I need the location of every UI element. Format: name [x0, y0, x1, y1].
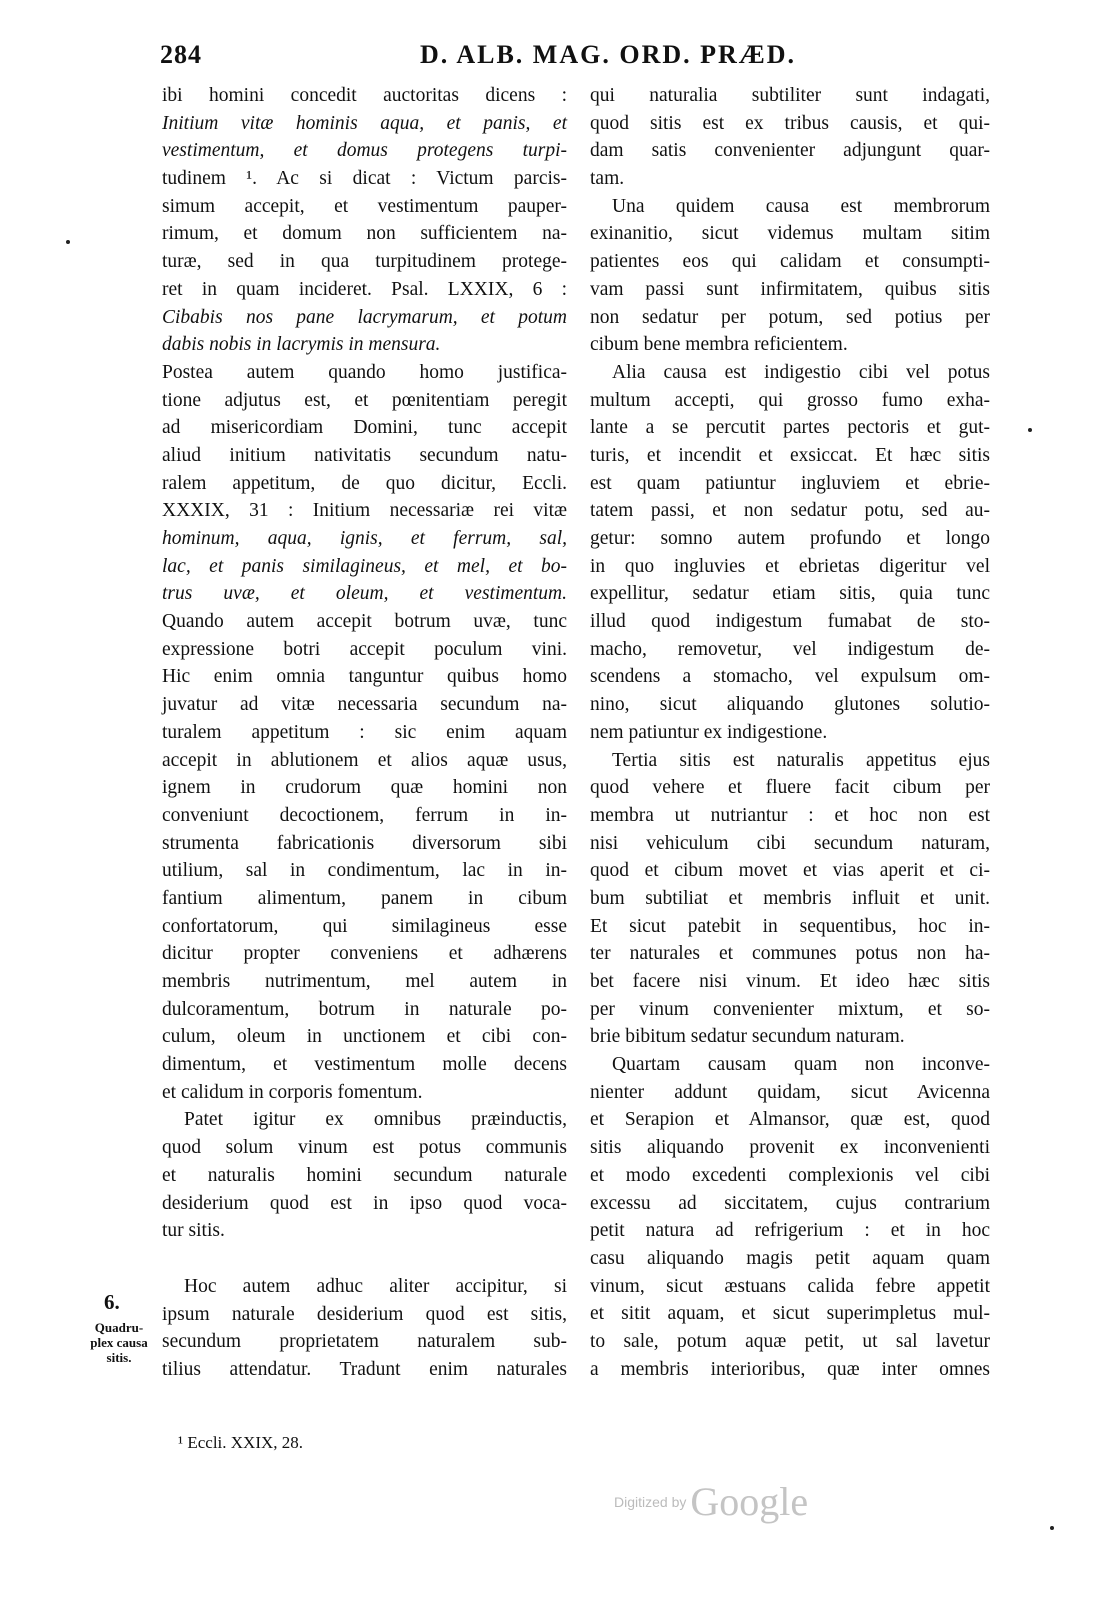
text-line: Quartam causam quam non inconve-	[612, 1054, 990, 1076]
text-line: non sedatur per potum, sed potius per	[590, 306, 990, 328]
text-line: dam satis convenienter adjungunt quar-	[590, 140, 990, 162]
text-line: in quo ingluvies et ebrietas digeritur vel	[590, 555, 990, 577]
watermark-prefix: Digitized by	[614, 1494, 687, 1510]
text-line: expellitur, sedatur etiam sitis, quia tunc	[590, 583, 990, 605]
text-line: vinum, sicut æstuans calida febre appetit	[590, 1275, 990, 1297]
text-line: conveniunt decoctionem, ferrum in in-	[162, 804, 567, 826]
text-line: illud quod indigestum fumabat de sto-	[590, 611, 990, 633]
scan-speck	[1050, 1526, 1054, 1530]
text-line: ignem in crudorum quæ homini non	[162, 777, 567, 799]
text-line: membris nutrimentum, mel autem in	[162, 971, 567, 992]
text-line: turalem appetitum : sic enim aquam	[162, 721, 567, 743]
text-line: et modo excedenti complexionis vel cibi	[590, 1164, 990, 1186]
text-line: utilium, sal in condimentum, lac in in-	[162, 860, 567, 882]
text-line: desiderium quod est in ipso quod voca-	[162, 1192, 567, 1214]
text-line: sitis aliquando provenit ex inconvenienti	[590, 1137, 990, 1159]
text-line: vestimentum, et domus protegens turpi-	[162, 140, 567, 162]
text-line: scendens a stomacho, vel expulsum om-	[590, 666, 990, 688]
text-line: hominum, aqua, ignis, et ferrum, sal,	[162, 528, 567, 549]
text-line: fantium alimentum, panem in cibum	[162, 887, 567, 909]
text-line	[162, 1245, 567, 1273]
text-line: et sitit aquam, et sicut superimpletus mul-	[590, 1303, 990, 1325]
scan-speck	[66, 240, 70, 244]
text-line: ret in quam incideret. Psal. LXXIX, 6 :	[162, 278, 567, 300]
text-line: nem patiuntur ex indigestione.	[590, 721, 828, 743]
text-line: Initium vitæ hominis aqua, et panis, et	[162, 112, 567, 134]
text-line: multum accepti, qui grosso fumo exha-	[590, 389, 990, 411]
text-line: ralem appetitum, de quo dicitur, Eccli.	[162, 472, 567, 494]
text-line: Et sicut patebit in sequentibus, hoc in-	[590, 915, 990, 937]
text-line: aliud initium nativitatis secundum natu-	[162, 444, 567, 466]
text-line: qui naturalia subtiliter sunt indagati,	[590, 85, 990, 106]
text-line: tilius attendatur. Tradunt enim naturales	[162, 1358, 567, 1380]
text-line: tione adjutus est, et pœnitentiam peregit	[162, 389, 567, 411]
text-line: macho, removetur, vel indigestum de-	[590, 638, 990, 660]
text-line: Hoc autem adhuc aliter accipitur, si	[184, 1275, 567, 1297]
text-line: lante a se percutit partes pectoris et gut-	[590, 417, 990, 439]
right-text-column	[590, 82, 990, 1383]
text-line: ipsum naturale desiderium quod est sitis,	[162, 1303, 567, 1325]
text-line: membra ut nutriantur : et hoc non est	[590, 804, 990, 826]
text-line: Postea autem quando homo justifica-	[162, 361, 567, 383]
text-line: ter naturales et communes potus non ha-	[590, 943, 990, 965]
text-line: strumenta fabricationis diversorum sibi	[162, 832, 567, 854]
text-line: Quando autem accepit botrum uvæ, tunc	[162, 611, 567, 633]
text-line: trus uvæ, et oleum, et vestimentum.	[162, 583, 567, 605]
left-text-column	[162, 82, 567, 1384]
text-line: Tertia sitis est naturalis appetitus ejus	[612, 749, 990, 771]
text-line: tur sitis.	[162, 1220, 225, 1242]
text-line: nino, sicut aliquando glutones solutio-	[590, 694, 990, 716]
text-line: confortatorum, qui similagineus esse	[162, 915, 567, 937]
text-line: bet facere nisi vinum. Et ideo hæc sitis	[590, 971, 990, 992]
text-line: a membris interioribus, quæ inter omnes	[590, 1358, 990, 1380]
text-line: Cibabis nos pane lacrymarum, et potum	[162, 306, 567, 328]
marginal-note-line: sitis.	[106, 1350, 132, 1365]
text-line: quod et cibum movet et vias aperit et ci-	[590, 860, 990, 882]
text-line: lac, et panis similagineus, et mel, et bo-	[162, 555, 567, 577]
text-line: dimentum, et vestimentum molle decens	[162, 1054, 567, 1076]
digitized-watermark	[614, 1478, 808, 1525]
text-line: Alia causa est indigestio cibi vel potus	[612, 361, 990, 383]
text-line: Patet igitur ex omnibus præinductis,	[184, 1109, 567, 1131]
text-line: cibum bene membra reficientem.	[590, 334, 848, 356]
text-line: dulcoramentum, botrum in naturale po-	[162, 998, 567, 1020]
section-number: 6.	[104, 1290, 120, 1314]
text-line: brie bibitum sedatur secundum naturam.	[590, 1026, 905, 1048]
text-line: XXXIX, 31 : Initium necessariæ rei vitæ	[162, 500, 567, 522]
scan-speck	[1028, 428, 1032, 432]
text-line: bum subtiliat et membris influit et unit.	[590, 887, 990, 909]
text-line: nienter addunt quidam, sicut Avicenna	[590, 1081, 990, 1103]
marginal-note	[80, 1320, 158, 1365]
text-line: tudinem ¹. Ac si dicat : Victum parcis-	[162, 168, 567, 190]
running-header	[160, 40, 990, 80]
text-line: patientes eos qui calidam et consumpti-	[590, 251, 990, 273]
footnote: ¹ Eccli. XXIX, 28.	[178, 1433, 304, 1452]
text-line: rimum, et domum non sufficientem na-	[162, 223, 567, 245]
text-line: expressione botri accepit poculum vini.	[162, 638, 567, 660]
text-line: tatem passi, et non sedatur potu, sed au-	[590, 500, 990, 522]
text-line: Una quidem causa est membrorum	[612, 195, 990, 217]
text-line: culum, oleum in unctionem et cibi con-	[162, 1026, 567, 1048]
text-line: turæ, sed in qua turpitudinem protege-	[162, 251, 567, 273]
running-title: D. ALB. MAG. ORD. PRÆD.	[420, 40, 797, 69]
text-line: dicitur propter conveniens et adhærens	[162, 943, 567, 965]
text-line: turis, et incendit et exsiccat. Et hæc sitis	[590, 444, 990, 466]
text-line: quod solum vinum est potus communis	[162, 1137, 567, 1159]
text-line: vam passi sunt infirmitatem, quibus sitis	[590, 278, 990, 300]
text-line: dabis nobis in lacrymis in mensura.	[162, 334, 441, 356]
text-line: quod sitis est ex tribus causis, et qui-	[590, 112, 990, 134]
marginal-note-line: Quadru-	[94, 1320, 144, 1335]
text-line: juvatur ad vitæ necessaria secundum na-	[162, 694, 567, 716]
text-line: excessu ad siccitatem, cujus contrarium	[590, 1192, 990, 1214]
text-line: petit natura ad refrigerium : et in hoc	[590, 1220, 990, 1242]
text-line: to sale, potum aquæ petit, ut sal lavetur	[590, 1330, 990, 1352]
text-line: simum accepit, et vestimentum pauper-	[162, 195, 567, 217]
page-number: 284	[160, 40, 202, 69]
text-line: et naturalis homini secundum naturale	[162, 1164, 567, 1186]
text-line: exinanitio, sicut videmus multam sitim	[590, 223, 990, 245]
text-line: secundum proprietatem naturalem sub-	[162, 1331, 567, 1353]
google-logo: Google	[690, 1479, 809, 1524]
text-line: accepit in ablutionem et alios aquæ usus,	[162, 749, 567, 771]
text-line: Hic enim omnia tanguntur quibus homo	[162, 666, 567, 688]
marginal-note-line: plex causa	[90, 1335, 148, 1350]
text-line: est quam patiuntur ingluviem et ebrie-	[590, 472, 990, 494]
text-line: per vinum convenienter mixtum, et so-	[590, 998, 990, 1020]
text-line: tam.	[590, 168, 625, 190]
text-line: ad misericordiam Domini, tunc accepit	[162, 417, 567, 439]
text-line: et Serapion et Almansor, quæ est, quod	[590, 1109, 990, 1131]
text-line: ibi homini concedit auctoritas dicens :	[162, 85, 567, 106]
text-line: casu aliquando magis petit aquam quam	[590, 1247, 990, 1269]
text-line: quod vehere et fluere facit cibum per	[590, 777, 990, 799]
text-line: et calidum in corporis fomentum.	[162, 1081, 423, 1103]
text-line: getur: somno autem profundo et longo	[590, 528, 990, 549]
text-line: nisi vehiculum cibi secundum naturam,	[590, 832, 990, 854]
